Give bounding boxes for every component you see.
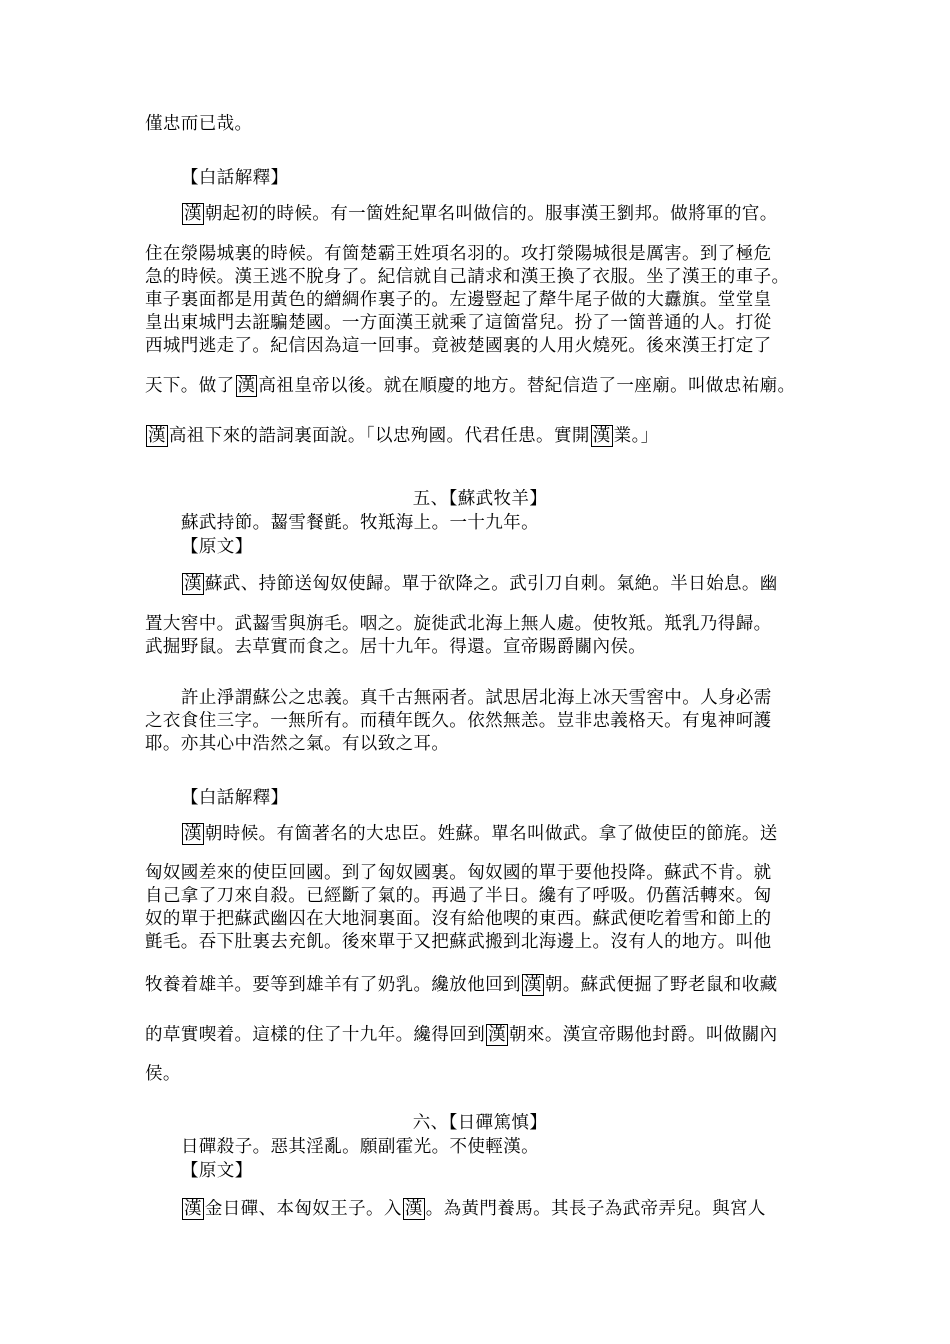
text-line [145,243,815,265]
text-line [145,289,815,311]
text-line [145,636,815,658]
text-segment: 日磾殺子。惡其淫亂。願副霍光。不使輕漢。 [181,1137,539,1157]
text-line [145,908,815,930]
text-line [145,931,815,953]
text-segment: 武掘野鼠。去草實而食之。居十九年。得還。宣帝賜爵關內侯。 [145,637,647,657]
text-line [181,1160,815,1182]
text-segment: 急的時候。漢王逃不脫身了。紀信就自己請求和漢王換了衣服。坐了漢王的車子。 [145,267,790,287]
boxed-character: 漢 [237,376,256,396]
text-segment: 氈毛。吞下肚裏去充飢。後來單于又把蘇武搬到北海邊上。沒有人的地方。叫他 [145,932,772,952]
text-segment: 匈奴國差來的使臣回國。到了匈奴國裏。匈奴國的單于要他投降。蘇武不肯。就 [145,863,772,883]
text-line [145,1112,815,1134]
text-segment: 朝時候。有箇著名的大忠臣。姓蘇。單名叫做武。拿了做使臣的節旄。送 [204,824,778,844]
text-line [181,573,815,595]
text-segment: 車子裏面都是用黃色的繒綢作裏子的。左邊豎起了犛牛尾子做的大纛旗。堂堂皇 [145,290,772,310]
text-segment: 高祖下來的誥詞裏面說。「以忠殉國。代君任患。實開 [168,426,590,446]
text-segment: 高祖皇帝以後。就在順慶的地方。替紀信造了一座廟。叫做忠祐廟。 [258,376,796,396]
text-segment: 六、【日磾篤慎】 [412,1113,548,1133]
text-line [145,375,815,397]
text-segment: 朝。蘇武便掘了野老鼠和收藏 [544,975,778,995]
boxed-character: 漢 [523,975,542,995]
text-line [145,885,815,907]
text-segment: 蘇武、持節送匈奴使歸。單于欲降之。武引刀自刺。氣絶。半日始息。幽 [204,574,778,594]
text-line [145,335,815,357]
boxed-character: 漢 [184,204,202,224]
boxed-character: 漢 [148,426,166,446]
text-line [145,113,815,135]
text-segment: 天下。做了 [145,376,235,396]
text-segment: 朝來。漢宣帝賜他封爵。叫做關內 [509,1025,778,1045]
text-segment: 皇出東城門去誑騙楚國。一方面漢王就乘了這箇當兒。扮了一箇普通的人。打從 [145,313,772,333]
text-segment: 自己拿了刀來自殺。已經斷了氣的。再過了半日。纔有了呼吸。仍舊活轉來。匈 [145,886,772,906]
text-segment: 。為黃門養馬。其長子為武帝弄兒。與宮人 [425,1199,766,1219]
text-line [181,823,815,845]
text-segment: 五、【蘇武牧羊】 [412,489,548,509]
text-line [181,687,815,709]
text-line [181,536,815,558]
text-line [145,312,815,334]
text-line [145,1063,815,1085]
text-line [145,862,815,884]
text-segment: 【原文】 [181,537,253,557]
text-segment: 金日磾、本匈奴王子。入 [204,1199,402,1219]
text-segment: 許止淨謂蘇公之忠義。真千古無兩者。試思居北海上冰天雪窖中。人身必需 [181,688,772,708]
text-segment: 之衣食住三字。一無所有。而積年旣久。依然無恙。豈非忠義格天。有鬼神呵護 [145,711,772,731]
text-segment: 耶。亦其心中浩然之氣。有以致之耳。 [145,734,450,754]
text-segment: 僅忠而已哉。 [145,114,253,134]
text-line [181,1136,815,1158]
text-line [181,1198,815,1220]
text-line [145,974,815,996]
text-segment: 【白話解釋】 [181,788,289,808]
boxed-character: 漢 [404,1199,423,1219]
text-line [145,733,815,755]
text-segment: 牧養着雄羊。要等到雄羊有了奶乳。纔放他回到 [145,975,521,995]
boxed-character: 漢 [184,574,202,594]
boxed-character: 漢 [592,426,611,446]
text-line [181,167,815,189]
text-line [181,512,815,534]
boxed-character: 漢 [184,1199,202,1219]
text-line [181,787,815,809]
text-segment: 【白話解釋】 [181,168,289,188]
text-segment: 侯。 [145,1064,181,1084]
boxed-character: 漢 [184,824,202,844]
text-line [145,613,815,635]
text-segment: 蘇武持節。齧雪餐氈。牧羝海上。一十九年。 [181,513,539,533]
text-segment: 【原文】 [181,1161,253,1181]
text-segment: 的草實喫着。這樣的住了十九年。纔得回到 [145,1025,486,1045]
text-segment: 奴的單于把蘇武幽囚在大地洞裏面。沒有給他喫的東西。蘇武便吃着雪和節上的 [145,909,772,929]
text-line [145,266,815,288]
text-line [145,488,815,510]
text-segment: 朝起初的時候。有一箇姓紀單名叫做信的。服事漢王劉邦。做將軍的官。 [204,204,778,224]
text-segment: 置大窖中。武齧雪與旃毛。咽之。旋徙武北海上無人處。使牧羝。羝乳乃得歸。 [145,614,772,634]
text-segment: 住在滎陽城裏的時候。有箇楚霸王姓項名羽的。攻打滎陽城很是厲害。到了極危 [145,244,772,264]
text-line [145,710,815,732]
text-line [181,203,815,225]
text-line [145,1024,815,1046]
text-segment: 西城門逃走了。紀信因為這一回事。竟被楚國裏的人用火燒死。後來漢王打定了 [145,336,772,356]
text-line [145,425,815,447]
boxed-character: 漢 [488,1025,507,1045]
text-segment: 業。」 [613,426,659,446]
